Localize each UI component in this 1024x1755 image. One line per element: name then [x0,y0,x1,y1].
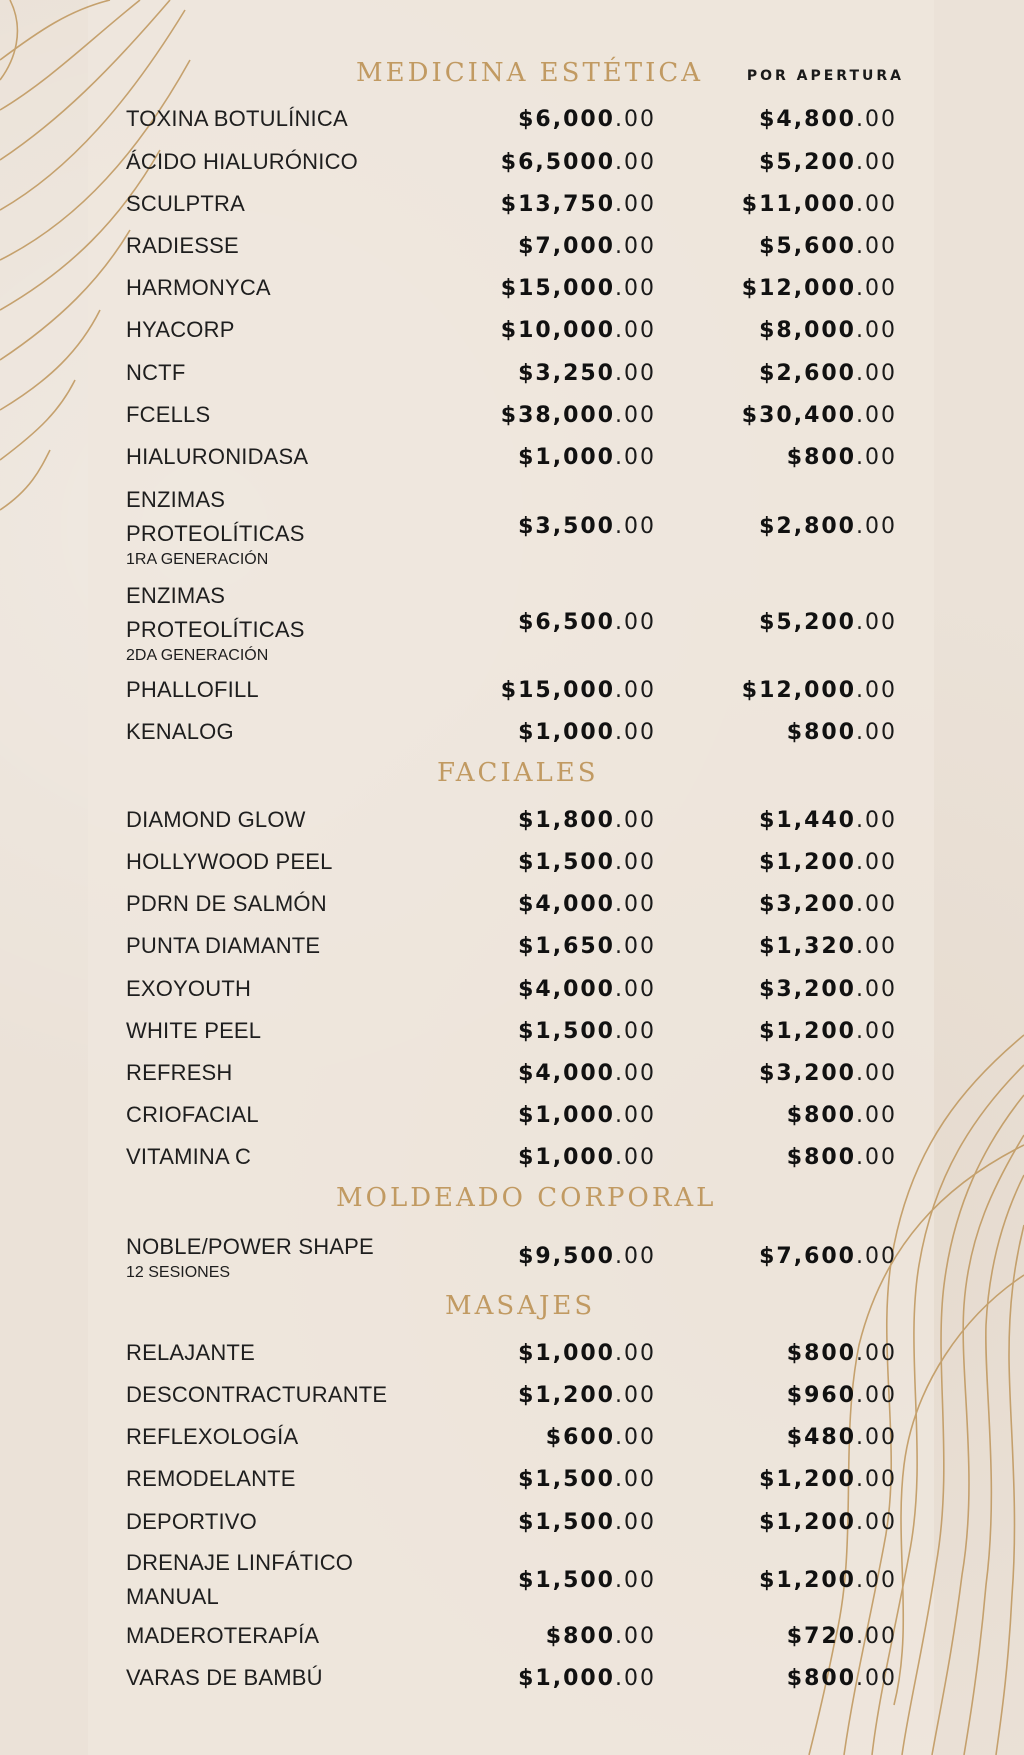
price-row [0,1376,1024,1414]
service-note: 12 SESIONES [126,1264,231,1281]
service-name: RELAJANTE [126,1340,255,1365]
service-name: PUNTA DIAMANTE [126,933,321,958]
price-row [0,671,1024,709]
service-name: REMODELANTE [126,1466,296,1491]
opening-price: $800 .00 [786,444,897,470]
section-header-medicina-estetica [0,58,1024,98]
opening-price: $2,600 .00 [759,360,897,386]
service-name: PHALLOFILL [126,677,259,702]
opening-price: $800 .00 [786,1144,897,1170]
regular-price: $1,200 .00 [518,1382,656,1408]
service-note: 1RA GENERACIÓN [126,551,269,568]
price-row [0,1334,1024,1372]
service-name: NCTF [126,360,186,385]
opening-price: $800 .00 [786,1665,897,1691]
opening-price: $3,200 .00 [759,1060,897,1086]
regular-price: $600 .00 [545,1424,656,1450]
price-row [0,1418,1024,1456]
regular-price: $38,000 .00 [500,402,656,428]
service-name: DESCONTRACTURANTE [126,1382,388,1407]
regular-price: $6,5000 .00 [500,149,656,175]
opening-price: $1,200 .00 [759,1509,897,1535]
price-row [0,269,1024,307]
regular-price: $1,500 .00 [518,1018,656,1044]
section-header-moldeado-corporal [0,1183,1024,1223]
price-row [0,227,1024,265]
opening-price: $4,800 .00 [759,106,897,132]
price-row [0,438,1024,476]
service-name: HIALURONIDASA [126,444,309,469]
service-name: HYACORP [126,317,235,342]
service-name: HARMONYCA [126,275,271,300]
column-header-por-apertura: POR APERTURA [746,68,904,84]
price-row [0,970,1024,1008]
service-name: DEPORTIVO [126,1509,257,1534]
opening-price: $1,200 .00 [759,1018,897,1044]
opening-price: $5,200 .00 [759,149,897,175]
price-row [0,1545,1024,1615]
regular-price: $1,000 .00 [518,1340,656,1366]
regular-price: $15,000 .00 [500,677,656,703]
price-row [0,185,1024,223]
service-name: DIAMOND GLOW [126,807,306,832]
regular-price: $4,000 .00 [518,891,656,917]
section-header-faciales [0,758,1024,798]
price-row [0,885,1024,923]
regular-price: $6,500 .00 [518,609,656,635]
regular-price: $800 .00 [545,1623,656,1649]
price-row [0,311,1024,349]
opening-price: $1,440 .00 [759,807,897,833]
service-name: FCELLS [126,402,211,427]
regular-price: $1,800 .00 [518,807,656,833]
service-name: NOBLE/POWER SHAPE [126,1234,374,1259]
service-name: ENZIMAS PROTEOLÍTICAS [126,583,305,642]
regular-price: $1,000 .00 [518,719,656,745]
regular-price: $13,750 .00 [500,191,656,217]
service-name: VARAS DE BAMBÚ [126,1665,323,1690]
opening-price: $30,400 .00 [741,402,897,428]
price-row [0,1460,1024,1498]
service-name: VITAMINA C [126,1144,252,1169]
price-row [0,843,1024,881]
service-name: ENZIMAS PROTEOLÍTICAS [126,487,305,546]
service-name: TOXINA BOTULÍNICA [126,106,348,131]
opening-price: $5,200 .00 [759,609,897,635]
service-name: EXOYOUTH [126,976,252,1001]
opening-price: $3,200 .00 [759,891,897,917]
regular-price: $1,000 .00 [518,444,656,470]
regular-price: $7,000 .00 [518,233,656,259]
price-row [0,927,1024,965]
opening-price: $12,000 .00 [741,275,897,301]
service-note: 2DA GENERACIÓN [126,647,269,664]
price-row [0,1503,1024,1541]
price-row [0,1054,1024,1092]
price-row [0,1225,1024,1287]
price-row [0,713,1024,751]
opening-price: $8,000 .00 [759,317,897,343]
opening-price: $12,000 .00 [741,677,897,703]
price-row [0,143,1024,181]
regular-price: $1,500 .00 [518,1509,656,1535]
regular-price: $1,000 .00 [518,1102,656,1128]
service-name: MADEROTERAPÍA [126,1623,320,1648]
section-title: MOLDEADO CORPORAL [336,1183,717,1213]
service-name: SCULPTRA [126,191,245,216]
regular-price: $3,500 .00 [518,513,656,539]
service-name: KENALOG [126,719,234,744]
regular-price: $1,000 .00 [518,1144,656,1170]
service-name: WHITE PEEL [126,1018,262,1043]
service-name: RADIESSE [126,233,239,258]
service-name: REFRESH [126,1060,233,1085]
price-row [0,1096,1024,1134]
service-name: REFLEXOLOGÍA [126,1424,299,1449]
opening-price: $800 .00 [786,719,897,745]
regular-price: $1,500 .00 [518,1466,656,1492]
opening-price: $7,600 .00 [759,1243,897,1269]
opening-price: $720 .00 [786,1623,897,1649]
opening-price: $3,200 .00 [759,976,897,1002]
price-row [0,480,1024,572]
service-name: PDRN DE SALMÓN [126,891,327,916]
regular-price: $9,500 .00 [518,1243,656,1269]
opening-price: $960 .00 [786,1382,897,1408]
price-row [0,354,1024,392]
opening-price: $2,800 .00 [759,513,897,539]
section-title: MASAJES [445,1291,596,1321]
opening-price: $800 .00 [786,1340,897,1366]
price-row [0,1617,1024,1655]
price-row [0,1138,1024,1176]
regular-price: $1,650 .00 [518,933,656,959]
price-row [0,396,1024,434]
price-row [0,1012,1024,1050]
section-title: FACIALES [437,758,599,788]
service-name: DRENAJE LINFÁTICO MANUAL [126,1550,354,1609]
regular-price: $1,500 .00 [518,1567,656,1593]
regular-price: $6,000 .00 [518,106,656,132]
opening-price: $1,200 .00 [759,849,897,875]
service-name: ÁCIDO HIALURÓNICO [126,149,358,174]
regular-price: $1,500 .00 [518,849,656,875]
opening-price: $480 .00 [786,1424,897,1450]
section-header-masajes [0,1291,1024,1331]
opening-price: $1,320 .00 [759,933,897,959]
opening-price: $1,200 .00 [759,1567,897,1593]
regular-price: $15,000 .00 [500,275,656,301]
regular-price: $3,250 .00 [518,360,656,386]
price-row [0,576,1024,668]
regular-price: $10,000 .00 [500,317,656,343]
price-row [0,1659,1024,1697]
service-name: CRIOFACIAL [126,1102,259,1127]
opening-price: $5,600 .00 [759,233,897,259]
opening-price: $11,000 .00 [741,191,897,217]
opening-price: $800 .00 [786,1102,897,1128]
service-name: HOLLYWOOD PEEL [126,849,333,874]
opening-price: $1,200 .00 [759,1466,897,1492]
section-title: MEDICINA ESTÉTICA [356,58,704,88]
price-row [0,100,1024,138]
price-row [0,801,1024,839]
regular-price: $1,000 .00 [518,1665,656,1691]
regular-price: $4,000 .00 [518,1060,656,1086]
regular-price: $4,000 .00 [518,976,656,1002]
